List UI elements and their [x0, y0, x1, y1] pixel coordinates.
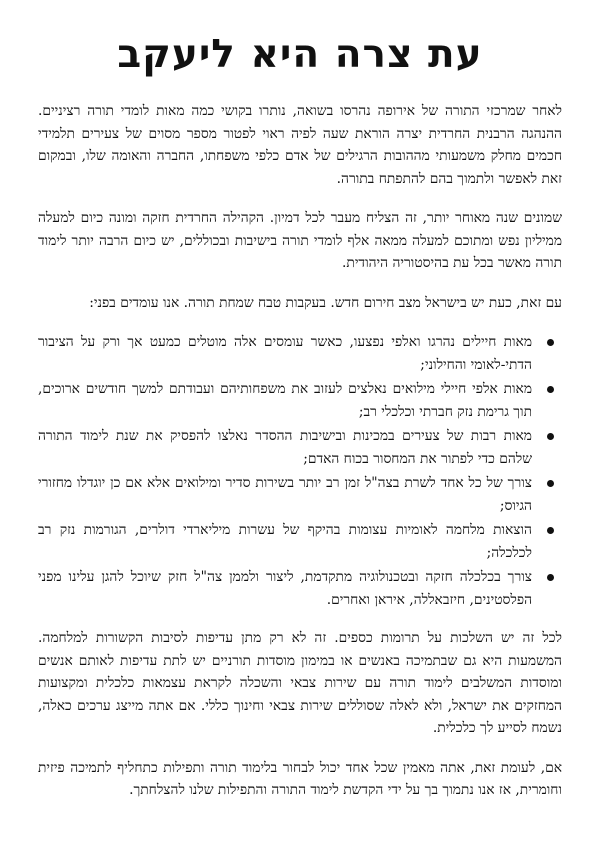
paragraph-success: שמונים שנה מאוחר יותר, זה הצליח מעבר לכל דמיון. הקהילה החרדית חזקה ומונה כיום למעלה ממיליון נפש ומתוכם למעלה ממאה אלף לומדי תורה בישיבות ובכוללים, יש כיום הרבה יותר לימוד תורה מאשר בכל עת בהיסטוריה היהודית. — [38, 210, 562, 271]
list-item — [38, 425, 532, 470]
list-item — [38, 566, 532, 611]
document-title: עת צרה היא ליעקב — [117, 32, 483, 77]
list-item — [38, 331, 532, 376]
list-item — [38, 378, 532, 423]
list-item-text: צורך של כל אחד לשרת בצה"ל זמן רב יותר בשירות סדיר ומילואים אלא אם כן יוגדלו מחזורי הגיוס; — [38, 475, 532, 514]
list-item-text: מאות רבות של צעירים במכינות ובישיבות ההסדר נאלצו להפסיק את שנת לימוד התורה שלהם כדי לפתור את המחסור בכוח האדם; — [38, 428, 532, 467]
paragraph-donations: לכל זה יש השלכות על תרומות כספים. זה לא רק מתן עדיפות לסיבות הקשורות למלחמה. המשמעות היא גם שבתמיכה באנשים או במימון מוסדות תורניים יש לתת עדיפות לאותם אנשים ומוסדות המשלבים לימוד תורה עם שירות צבאי והשכלה לקראת עצמאות כלכלית ומקצועות המחזקים את ישראל, ולא לאלה שסוללים שירות צבאי וחינוך כללי. אם אתה מייצג ערכים כאלה, נשמח לסייע לך כלכלית. — [38, 630, 562, 736]
paragraph-alternative: אם, לעומת זאת, אתה מאמין שכל אחד יכול לבחור בלימוד תורה ותפילות כתחליף לתמיכה פיזית וחומרית, אז אנו נתמוך בך על ידי הקדשת לימוד התורה והתפילות שלנו להצלחתך. — [38, 759, 562, 798]
bullet-icon — [547, 386, 554, 393]
list-item — [38, 519, 532, 564]
bullet-icon — [547, 480, 554, 487]
bullet-icon — [547, 527, 554, 534]
list-item-text: מאות אלפי חיילי מילואים נאלצים לעזוב את משפחותיהם ועבודתם למשך חודשים ארוכים, תוך גרימת נזק חברתי וכלכלי רב; — [38, 381, 532, 420]
list-item — [38, 472, 532, 517]
list-item-text: הוצאות מלחמה לאומיות עצומות בהיקף של עשרות מיליארדי דולרים, הגורמות נזק רב לכלכלה; — [38, 522, 532, 561]
paragraph-emergency: עם זאת, כעת יש בישראל מצב חירום חדש. בעקבות טבח שמחת תורה. אנו עומדים בפני: — [89, 294, 562, 311]
paragraph-history: לאחר שמרכזי התורה של אירופה נהרסו בשואה, נותרו בקושי כמה מאות לומדי תורה רציניים. ההנהגה הרבנית החרדית יצרה הוראת שעה לפיה ראוי לפטור מספר מסוים של צעירים תלמידי חכמים מחלק משמעותי מההובות הרגילים של אדם כלפי משפחתו, החברה והאומה שלו, ובמקום זאת לאפשר ולתמוך בהם להתפתח בתורה. — [38, 103, 562, 187]
list-item-text: מאות חיילים נהרגו ואלפי נפצעו, כאשר עומסים אלה מוטלים כמעט אך ורק על הציבור הדתי-לאומי והחילוני; — [38, 334, 532, 373]
bullet-icon — [547, 574, 554, 581]
document-page — [38, 30, 562, 819]
emergency-list — [38, 331, 562, 611]
bullet-icon — [547, 339, 554, 346]
list-item-text: צורך בכלכלה חזקה ובטכנולוגיה מתקדמת, ליצור ולממן צה"ל חזק שיוכל להגן עלינו מפני הפלסטינים, חיזבאללה, איראן ואחרים. — [38, 569, 532, 608]
bullet-icon — [547, 433, 554, 440]
